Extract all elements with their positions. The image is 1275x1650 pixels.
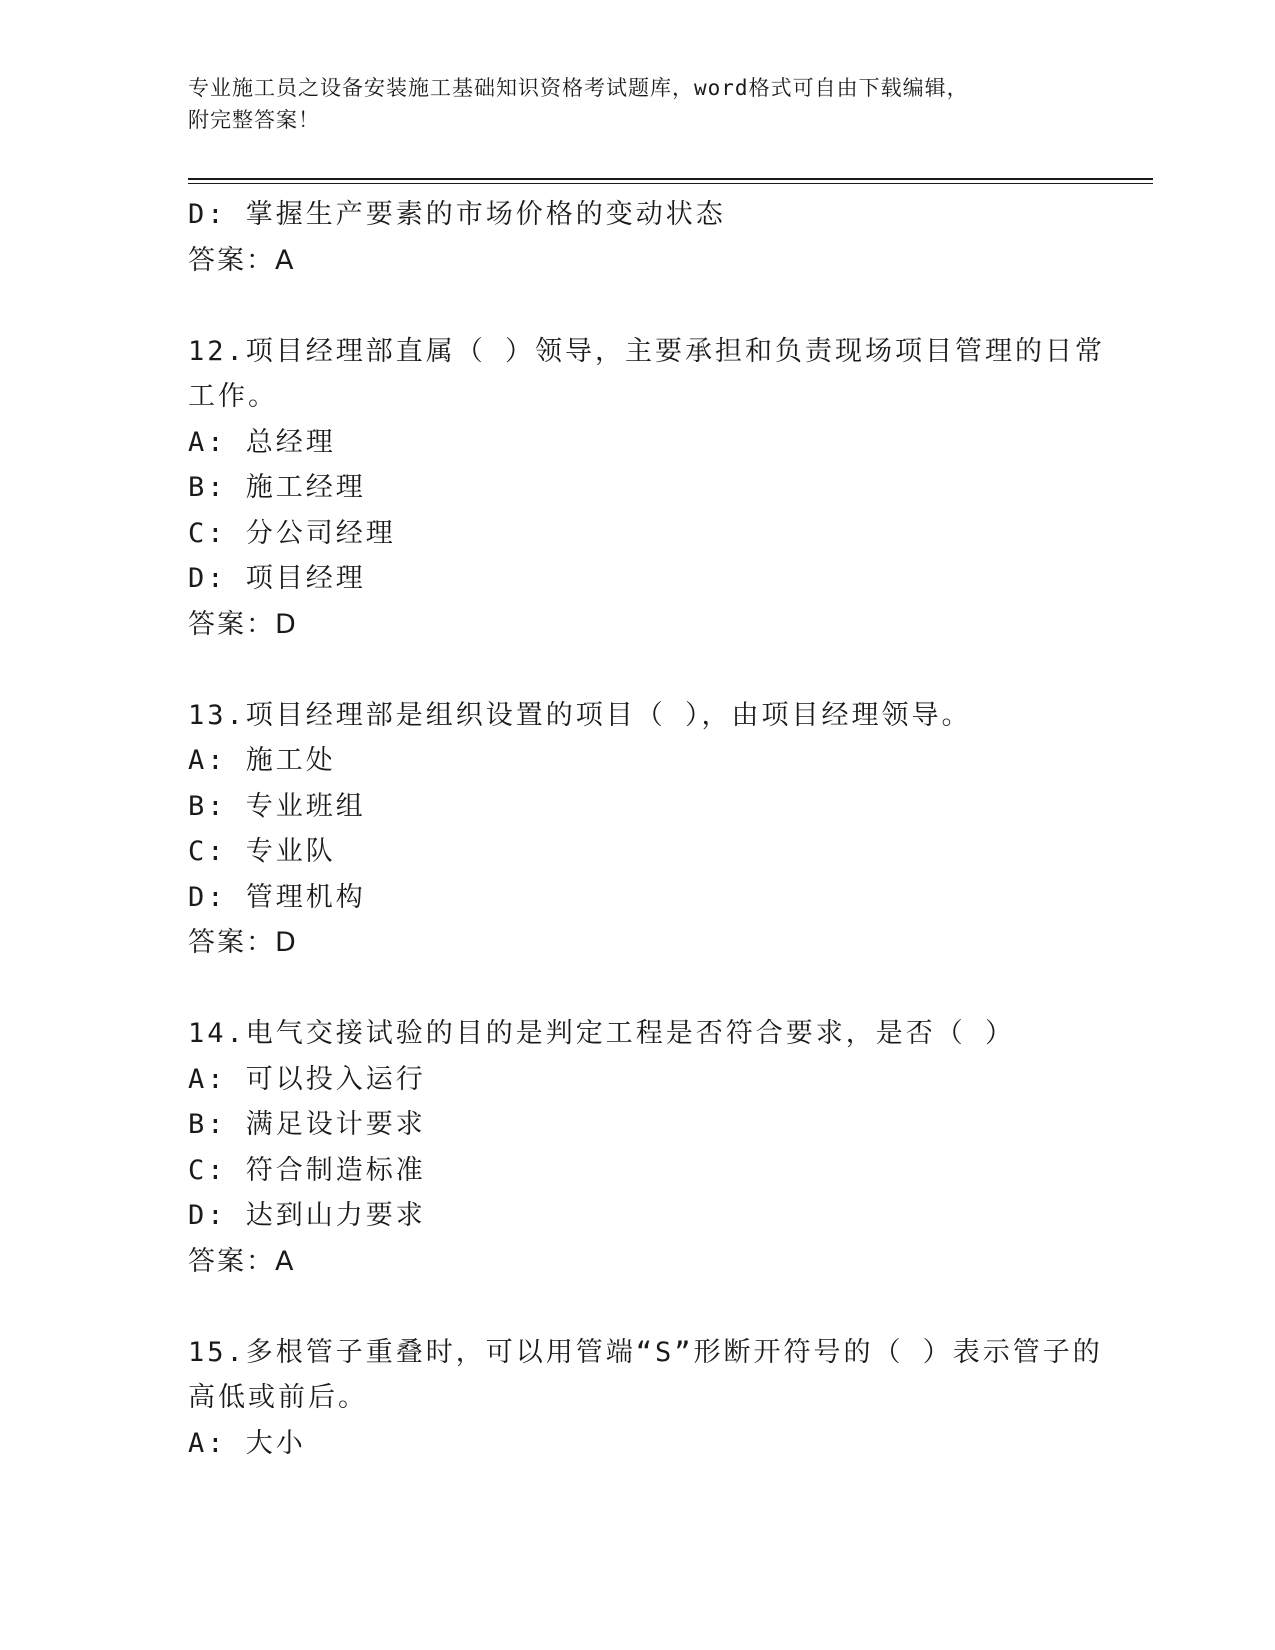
option-d: D: 达到山力要求 <box>188 1200 426 1231</box>
question-stem-continued: 工作。 <box>188 381 278 412</box>
option-d: D: 项目经理 <box>188 563 366 594</box>
header-divider-thin <box>188 183 1153 184</box>
answer-line: 答案：A <box>188 244 296 276</box>
header-line-2: 附完整答案！ <box>188 108 320 132</box>
option-b: B: 满足设计要求 <box>188 1109 426 1140</box>
answer-line: 答案：D <box>188 608 298 640</box>
document-header <box>188 72 1068 136</box>
question-13 <box>188 693 1088 966</box>
answer-line: 答案：A <box>188 1245 296 1277</box>
answer-line: 答案：D <box>188 927 298 958</box>
question-15 <box>188 1330 1103 1467</box>
spacer <box>188 966 1088 1012</box>
spacer <box>188 1284 1088 1330</box>
option-c: C: 符合制造标准 <box>188 1154 426 1186</box>
question-stem: 14.电气交接试验的目的是判定工程是否符合要求，是否（ ） <box>188 1018 1016 1049</box>
question-list <box>188 192 1106 1466</box>
question-stem: 13.项目经理部是组织设置的项目（ ），由项目经理领导。 <box>188 699 972 731</box>
option-d: D: 管理机构 <box>188 881 366 913</box>
spacer <box>188 283 1088 329</box>
header-line-1: 专业施工员之设备安装施工基础知识资格考试题库，word格式可自由下载编辑， <box>188 76 969 100</box>
option-a: A: 大小 <box>188 1427 306 1459</box>
option-a: A: 施工处 <box>188 745 336 776</box>
option-b: B: 专业班组 <box>188 790 366 822</box>
option-b: B: 施工经理 <box>188 472 366 503</box>
option-d: D: 掌握生产要素的市场价格的变动状态 <box>188 199 726 230</box>
question-12 <box>188 329 1106 648</box>
question-14 <box>188 1011 1088 1284</box>
option-a: A: 可以投入运行 <box>188 1063 426 1095</box>
option-a: A: 总经理 <box>188 426 336 458</box>
question-stem: 15.多根管子重叠时，可以用管端“S”形断开符号的（ ）表示管子的 <box>188 1336 1103 1368</box>
option-c: C: 分公司经理 <box>188 517 396 549</box>
option-c: C: 专业队 <box>188 836 336 867</box>
spacer <box>188 647 1088 693</box>
question-stem: 12.项目经理部直属（ ）领导，主要承担和负责现场项目管理的日常 <box>188 335 1106 367</box>
header-divider-thick <box>188 178 1153 180</box>
question-stem-continued: 高低或前后。 <box>188 1382 368 1413</box>
